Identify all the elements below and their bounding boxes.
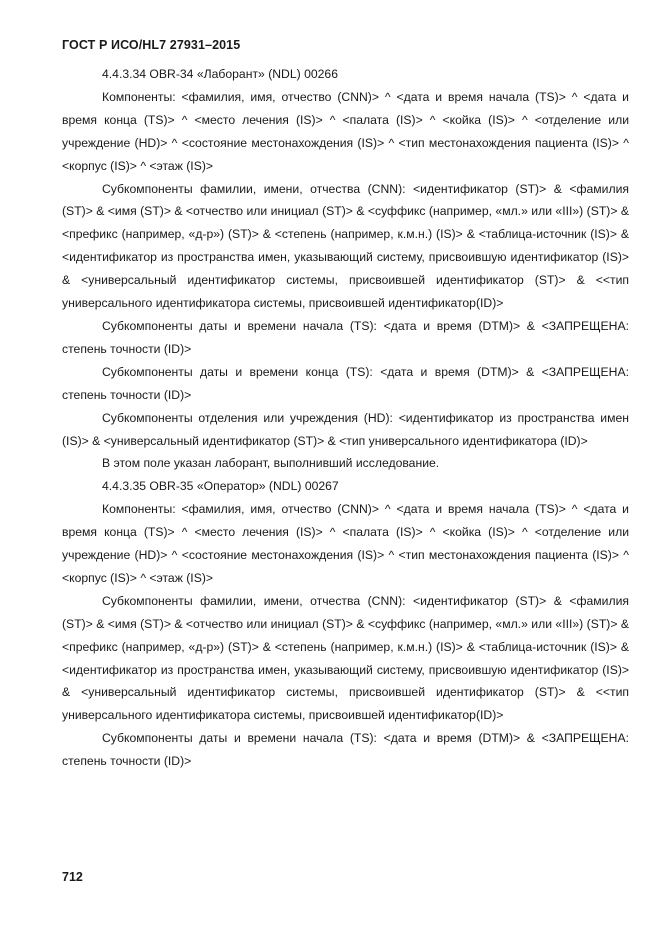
document-header: ГОСТ Р ИСО/HL7 27931–2015 bbox=[62, 38, 241, 52]
section-heading-obr-34: 4.4.3.34 OBR-34 «Лаборант» (NDL) 00266 bbox=[102, 67, 338, 81]
paragraph-field-description: В этом поле указан лаборант, выполнивший исследование. bbox=[102, 456, 440, 471]
document-body bbox=[62, 63, 629, 773]
paragraph-subcomponents-start-time: Субкомпоненты даты и времени начала (TS): <дата и время (DTM)> & <ЗАПРЕЩЕНА: степень точности (ID)> bbox=[62, 731, 629, 769]
paragraph-components: Компоненты: <фамилия, имя, отчество (CNN)> ^ <дата и время начала (TS)> ^ <дата и время конца (TS)> ^ <место лечения (IS)> ^ <палата (IS)> ^ <койка (IS)> ^ <отделение или учреждение (HD)> ^ <состояние местонахождения (IS)> ^ <тип местонахождения пациента (IS)> ^ <корпус (IS)> ^ <этаж (IS)> bbox=[62, 502, 629, 585]
paragraph-subcomponents-name: Субкомпоненты фамилии, имени, отчества (CNN): <идентификатор (ST)> & <фамилия (ST)> & <имя (ST)> & <отчество или инициал (ST)> & <суффикс (например, «мл.» или «III») (ST)> & <префикс (например, «д-р») (ST)> & <степень (например, к.м.н.) (IS)> & <таблица-источник (IS)> & <идентификатор из пространства имен, указывающий систему, присвоившую идентификатор (IS)> & <универсальный идентификатор системы, присвоившей идентификатор (ST)> & <<тип универсального идентификатора системы, присвоившей идентификатор(ID)> bbox=[62, 181, 629, 311]
paragraph-subcomponents-start-time: Субкомпоненты даты и времени начала (TS): <дата и время (DTM)> & <ЗАПРЕЩЕНА: степень точности (ID)> bbox=[62, 318, 629, 356]
section-heading-obr-35: 4.4.3.35 OBR-35 «Оператор» (NDL) 00267 bbox=[102, 479, 339, 494]
paragraph-components: Компоненты: <фамилия, имя, отчество (CNN)> ^ <дата и время начала (TS)> ^ <дата и время конца (TS)> ^ <место лечения (IS)> ^ <палата (IS)> ^ <койка (IS)> ^ <отделение или учреждение (HD)> ^ <состояние местонахождения (IS)> ^ <тип местонахождения пациента (IS)> ^ <корпус (IS)> ^ <этаж (IS)> bbox=[62, 89, 629, 173]
paragraph-subcomponents-end-time: Субкомпоненты даты и времени конца (TS): <дата и время (DTM)> & <ЗАПРЕЩЕНА: степень точности (ID)> bbox=[62, 364, 629, 402]
paragraph-subcomponents-department: Субкомпоненты отделения или учреждения (HD): <идентификатор из пространства имен (IS)> & <универсальный идентификатор (ST)> & <тип универсального идентификатора (ID)> bbox=[62, 410, 629, 448]
paragraph-subcomponents-name: Субкомпоненты фамилии, имени, отчества (CNN): <идентификатор (ST)> & <фамилия (ST)> & <имя (ST)> & <отчество или инициал (ST)> & <суффикс (например, «мл.» или «III») (ST)> & <префикс (например, «д-р») (ST)> & <степень (например, к.м.н.) (IS)> & <таблица-источник (IS)> & <идентификатор из пространства имен, указывающий систему, присвоившую идентификатор (IS)> & <универсальный идентификатор системы, присвоившей идентификатор (ST)> & <<тип универсального идентификатора системы, присвоившей идентификатор(ID)> bbox=[62, 593, 629, 723]
page-number: 712 bbox=[62, 870, 83, 884]
